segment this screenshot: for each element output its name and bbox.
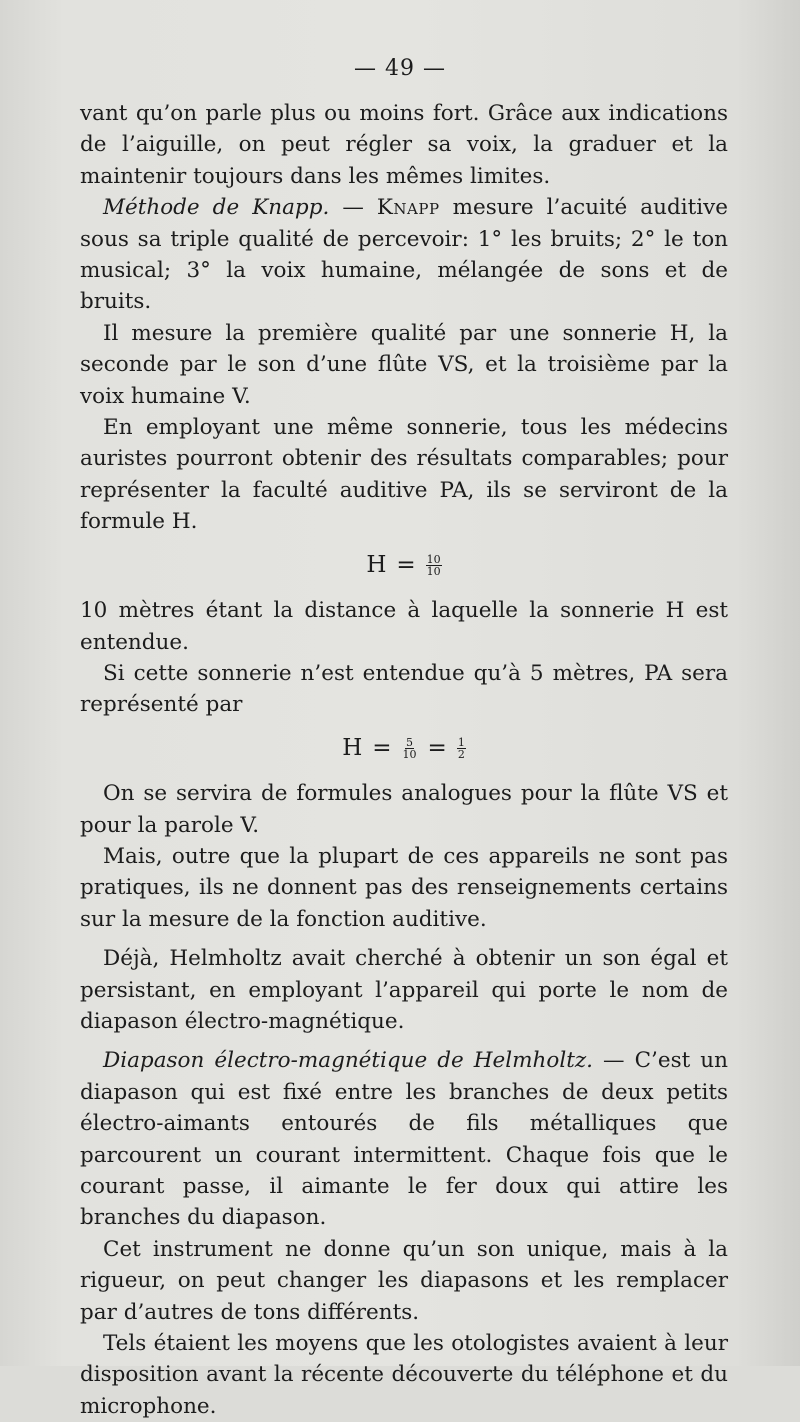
paragraph: Déjà, Helmholtz avait cherché à obtenir un son égal et persistant, en employant l’appareil qui porte le nom de diapason électro-magnétique. — [80, 946, 728, 1034]
paragraph-knapp-method — [80, 192, 728, 318]
formula-equals: = — [427, 734, 447, 761]
paragraph: Mais, outre que la plupart de ces appareils ne sont pas pratiques, ils ne donnent pas des renseignements certains sur la mesure de la fonction auditive. — [80, 843, 728, 932]
formula-lhs: H — [366, 551, 387, 578]
paragraph: 10 mètres étant la distance à laquelle la sonnerie H est entendue. — [80, 598, 728, 655]
paragraph: En employant une même sonnerie, tous les médecins auristes pourront obtenir des résultats comparables; pour représenter la faculté auditive PA, ils se serviront de la formule H. — [80, 415, 728, 535]
formula-equals: = — [372, 734, 392, 761]
fraction-numerator: 1 — [457, 735, 465, 749]
fraction — [457, 737, 466, 760]
author-name: Knapp — [376, 195, 440, 221]
fraction-denominator: 10 — [402, 747, 417, 761]
formula-h-half — [80, 733, 728, 764]
fraction-numerator: 5 — [406, 735, 414, 749]
fraction — [426, 554, 442, 577]
paragraph-text: mesure l’acuité auditive sous sa triple qualité de percevoir: 1° les bruits; 2° le ton musical; 3° la voix humaine, mélangée de sons et de bruits. — [80, 195, 729, 315]
paragraph-text: — C’est un diapason qui est fixé entre les branches de deux petits électro-aimants entourés de fils métalliques que parcourent un courant intermittent. Chaque fois que le courant passe, il aimante le fer doux qui attire les branches du diapason. — [80, 1048, 728, 1231]
fraction-denominator: 2 — [457, 747, 465, 761]
paragraph: Si cette sonnerie n’est entendue qu’à 5 mètres, PA sera représenté par — [80, 660, 728, 718]
paragraph: Il mesure la première qualité par une sonnerie H, la seconde par le son d’une flûte VS, et la troisième par la voix humaine V. — [80, 320, 728, 409]
section-title: Diapason électro-magnétique de Helmholtz. — [103, 1048, 594, 1074]
formula-h-ten — [80, 550, 728, 581]
section-title: Méthode de Knapp. — [103, 195, 330, 221]
formula-equals: = — [396, 551, 416, 578]
body-text — [80, 98, 728, 1422]
paragraph: Cet instrument ne donne qu’un son unique, mais à la rigueur, on peut changer les diapasons et les remplacer par d’autres de tons différents. — [80, 1236, 728, 1325]
fraction — [402, 737, 418, 760]
page-number: — 49 — — [354, 56, 446, 81]
paragraph-helmholtz — [80, 1045, 728, 1233]
paragraph: On se servira de formules analogues pour la flûte VS et pour la parole V. — [80, 781, 728, 838]
paragraph: vant qu’on parle plus ou moins fort. Grâce aux indications de l’aiguille, on peut régler sa voix, la graduer et la maintenir toujours dans les mêmes limites. — [80, 101, 728, 189]
paragraph: Tels étaient les moyens que les otologistes avaient à leur disposition avant la récente découverte du téléphone et du microphone. — [80, 1331, 728, 1419]
formula-lhs: H — [342, 734, 363, 761]
dash: — — [329, 195, 377, 221]
fraction-denominator: 10 — [426, 564, 441, 578]
fraction-numerator: 10 — [426, 552, 441, 566]
